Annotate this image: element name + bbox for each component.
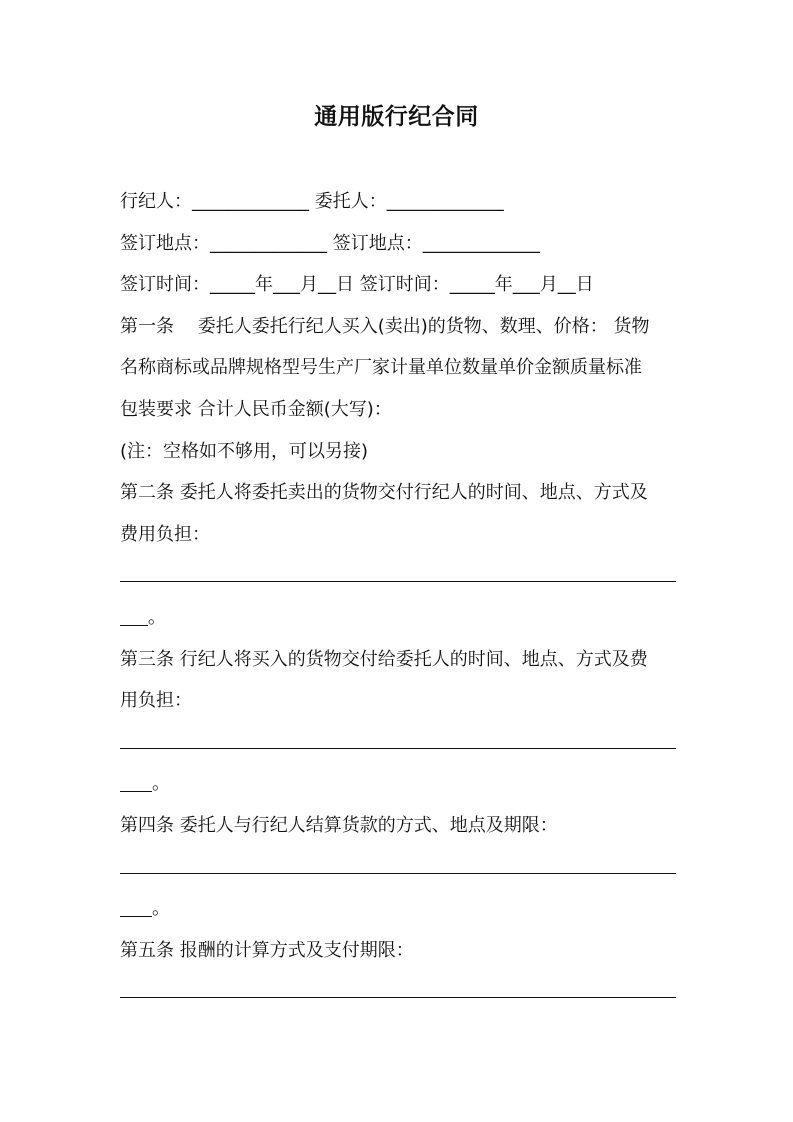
article-4-blank-tail xyxy=(120,888,676,930)
article-1-line-2: 名称商标或品牌规格型号生产厂家计量单位数量单价金额质量标准 xyxy=(120,357,642,379)
signing-time-line: 签订时间：_____年___月__日 签订时间：_____年___月__日 xyxy=(120,274,594,296)
article-2-blank-tail xyxy=(120,597,676,639)
blank-underline xyxy=(120,896,152,917)
document-title: 通用版行纪合同 xyxy=(314,104,479,130)
blank-underline xyxy=(120,605,148,626)
period-mark: 。 xyxy=(148,606,166,628)
note-line: (注：空格如不够用，可以另接) xyxy=(120,440,369,462)
party-line: 行纪人：_____________ 委托人：_____________ xyxy=(120,191,504,212)
article-1-line-3: 包装要求 合计人民币金额(大写)： xyxy=(120,398,392,420)
article-5-blank-rule xyxy=(120,971,676,1013)
article-4-line-1: 第四条 委托人与行纪人结算货款的方式、地点及期限： xyxy=(120,814,558,836)
article-5-line-1: 第五条 报酬的计算方式及支付期限： xyxy=(120,939,414,961)
blank-underline xyxy=(120,771,152,792)
article-2-line-1: 第二条 委托人将委托卖出的货物交付行纪人的时间、地点、方式及 xyxy=(120,482,648,504)
period-mark: 。 xyxy=(152,773,170,795)
article-3-blank-tail xyxy=(120,763,676,805)
document-body xyxy=(120,181,676,1013)
article-3-line-2: 用负担： xyxy=(120,690,192,712)
article-2-line-2: 费用负担： xyxy=(120,523,210,545)
article-1-line-1: 第一条 委托人委托行纪人买入(卖出)的货物、数理、价格： 货物 xyxy=(120,315,650,337)
article-3-line-1: 第三条 行纪人将买入的货物交付给委托人的时间、地点、方式及费 xyxy=(120,648,648,670)
signing-place-line: 签订地点：_____________ 签订地点：_____________ xyxy=(120,232,540,254)
period-mark: 。 xyxy=(152,898,170,920)
article-3-blank-rule xyxy=(120,722,676,764)
article-2-blank-rule xyxy=(120,555,676,597)
article-4-blank-rule xyxy=(120,847,676,889)
